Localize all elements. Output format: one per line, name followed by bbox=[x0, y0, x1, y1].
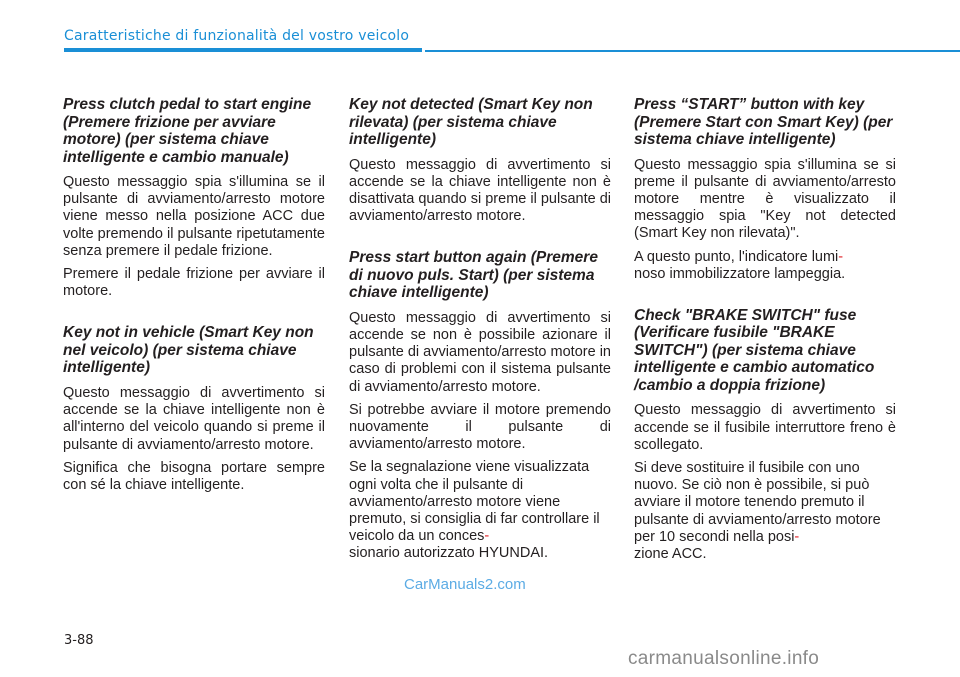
paragraph: A questo punto, l'indicatore lumi- bbox=[634, 248, 844, 265]
section-heading: Key not detected (Smart Key non rilevata) (per sistema chiave intelligente) bbox=[349, 96, 593, 148]
paragraph: Si deve sostituire il fusibile con uno nuovo. Se ciò non è possibile, si può avviare il motore tenendo premuto il pulsante di avviamento/arresto motore per 10 secondi nella posi- bbox=[634, 460, 881, 545]
column-1 bbox=[63, 96, 325, 500]
hyphen-mark: - bbox=[484, 528, 490, 545]
paragraph-continuation: zione ACC. bbox=[634, 546, 707, 563]
paragraph-continuation: sionario autorizzato HYUNDAI. bbox=[349, 545, 549, 562]
watermark-secondary: carmanualsonline.info bbox=[628, 648, 820, 669]
section-heading: Check "BRAKE SWITCH" fuse (Verificare fusibile "BRAKE SWITCH") (per sistema chiave intelligente e cambio automatico /cambio a doppia frizione) bbox=[634, 306, 875, 394]
hyphen-mark: - bbox=[794, 528, 800, 545]
hyphen-mark: - bbox=[838, 248, 844, 265]
section-heading: Press start button again (Premere di nuovo puls. Start) (per sistema chiave intelligente) bbox=[349, 249, 598, 302]
paragraph: Questo messaggio spia s'illumina se si preme il pulsante di avviamento/arresto motore mentre è visualizzato il messaggio spia "Key not detected (Smart Key non rilevata)". bbox=[634, 156, 896, 242]
paragraph: Significa che bisogna portare sempre con sé la chiave intelligente. bbox=[63, 459, 325, 493]
paragraph-continuation: noso immobilizzatore lampeggia. bbox=[634, 265, 846, 282]
watermark-primary: CarManuals2.com bbox=[404, 576, 526, 593]
paragraph: Questo messaggio spia s'illumina se il pulsante di avviamento/arresto motore viene messo nella posizione ACC due volte premendo il pulsante ripetutamente senza premere il pedale frizione. bbox=[63, 174, 325, 259]
header-rule bbox=[425, 50, 960, 52]
paragraph: Se la segnalazione viene visualizzata ogni volta che il pulsante di avviamento/arresto motore viene premuto, si consiglia di far controllare il veicolo da un conces- bbox=[349, 459, 600, 545]
section-heading: Key not in vehicle (Smart Key non nel veicolo) (per sistema chiave intelligente) bbox=[63, 324, 314, 377]
section-heading: Press “START” button with key (Premere Start con Smart Key) (per sistema chiave intelligente) bbox=[634, 96, 893, 148]
paragraph: Questo messaggio di avvertimento si accende se la chiave intelligente non è all'interno del veicolo quando si preme il pulsante di avviamento/arresto motore. bbox=[63, 384, 325, 453]
section-heading: Press clutch pedal to start engine (Premere frizione per avviare motore) (per sistema chiave intelligente e cambio manuale) bbox=[63, 96, 312, 166]
column-3 bbox=[634, 96, 896, 569]
page-number: 3-88 bbox=[64, 633, 94, 648]
header-rule-accent bbox=[64, 48, 422, 52]
paragraph: Questo messaggio di avvertimento si accende se la chiave intelligente non è disattivata quando si preme il pulsante di avviamento/arresto motore. bbox=[349, 156, 611, 225]
paragraph: Si potrebbe avviare il motore premendo nuovamente il pulsante di avviamento/arresto motore. bbox=[349, 401, 611, 453]
column-2 bbox=[349, 96, 611, 569]
paragraph: Questo messaggio di avvertimento si accende se non è possibile azionare il pulsante di avviamento/arresto motore in caso di problemi con il sistema pulsante di avviamento/arresto motore. bbox=[349, 309, 611, 395]
paragraph: Premere il pedale frizione per avviare il motore. bbox=[63, 266, 325, 300]
paragraph: Questo messaggio di avvertimento si accende se il fusibile interruttore freno è scollegato. bbox=[634, 402, 896, 453]
section-title: Caratteristiche di funzionalità del vostro veicolo bbox=[64, 28, 410, 44]
